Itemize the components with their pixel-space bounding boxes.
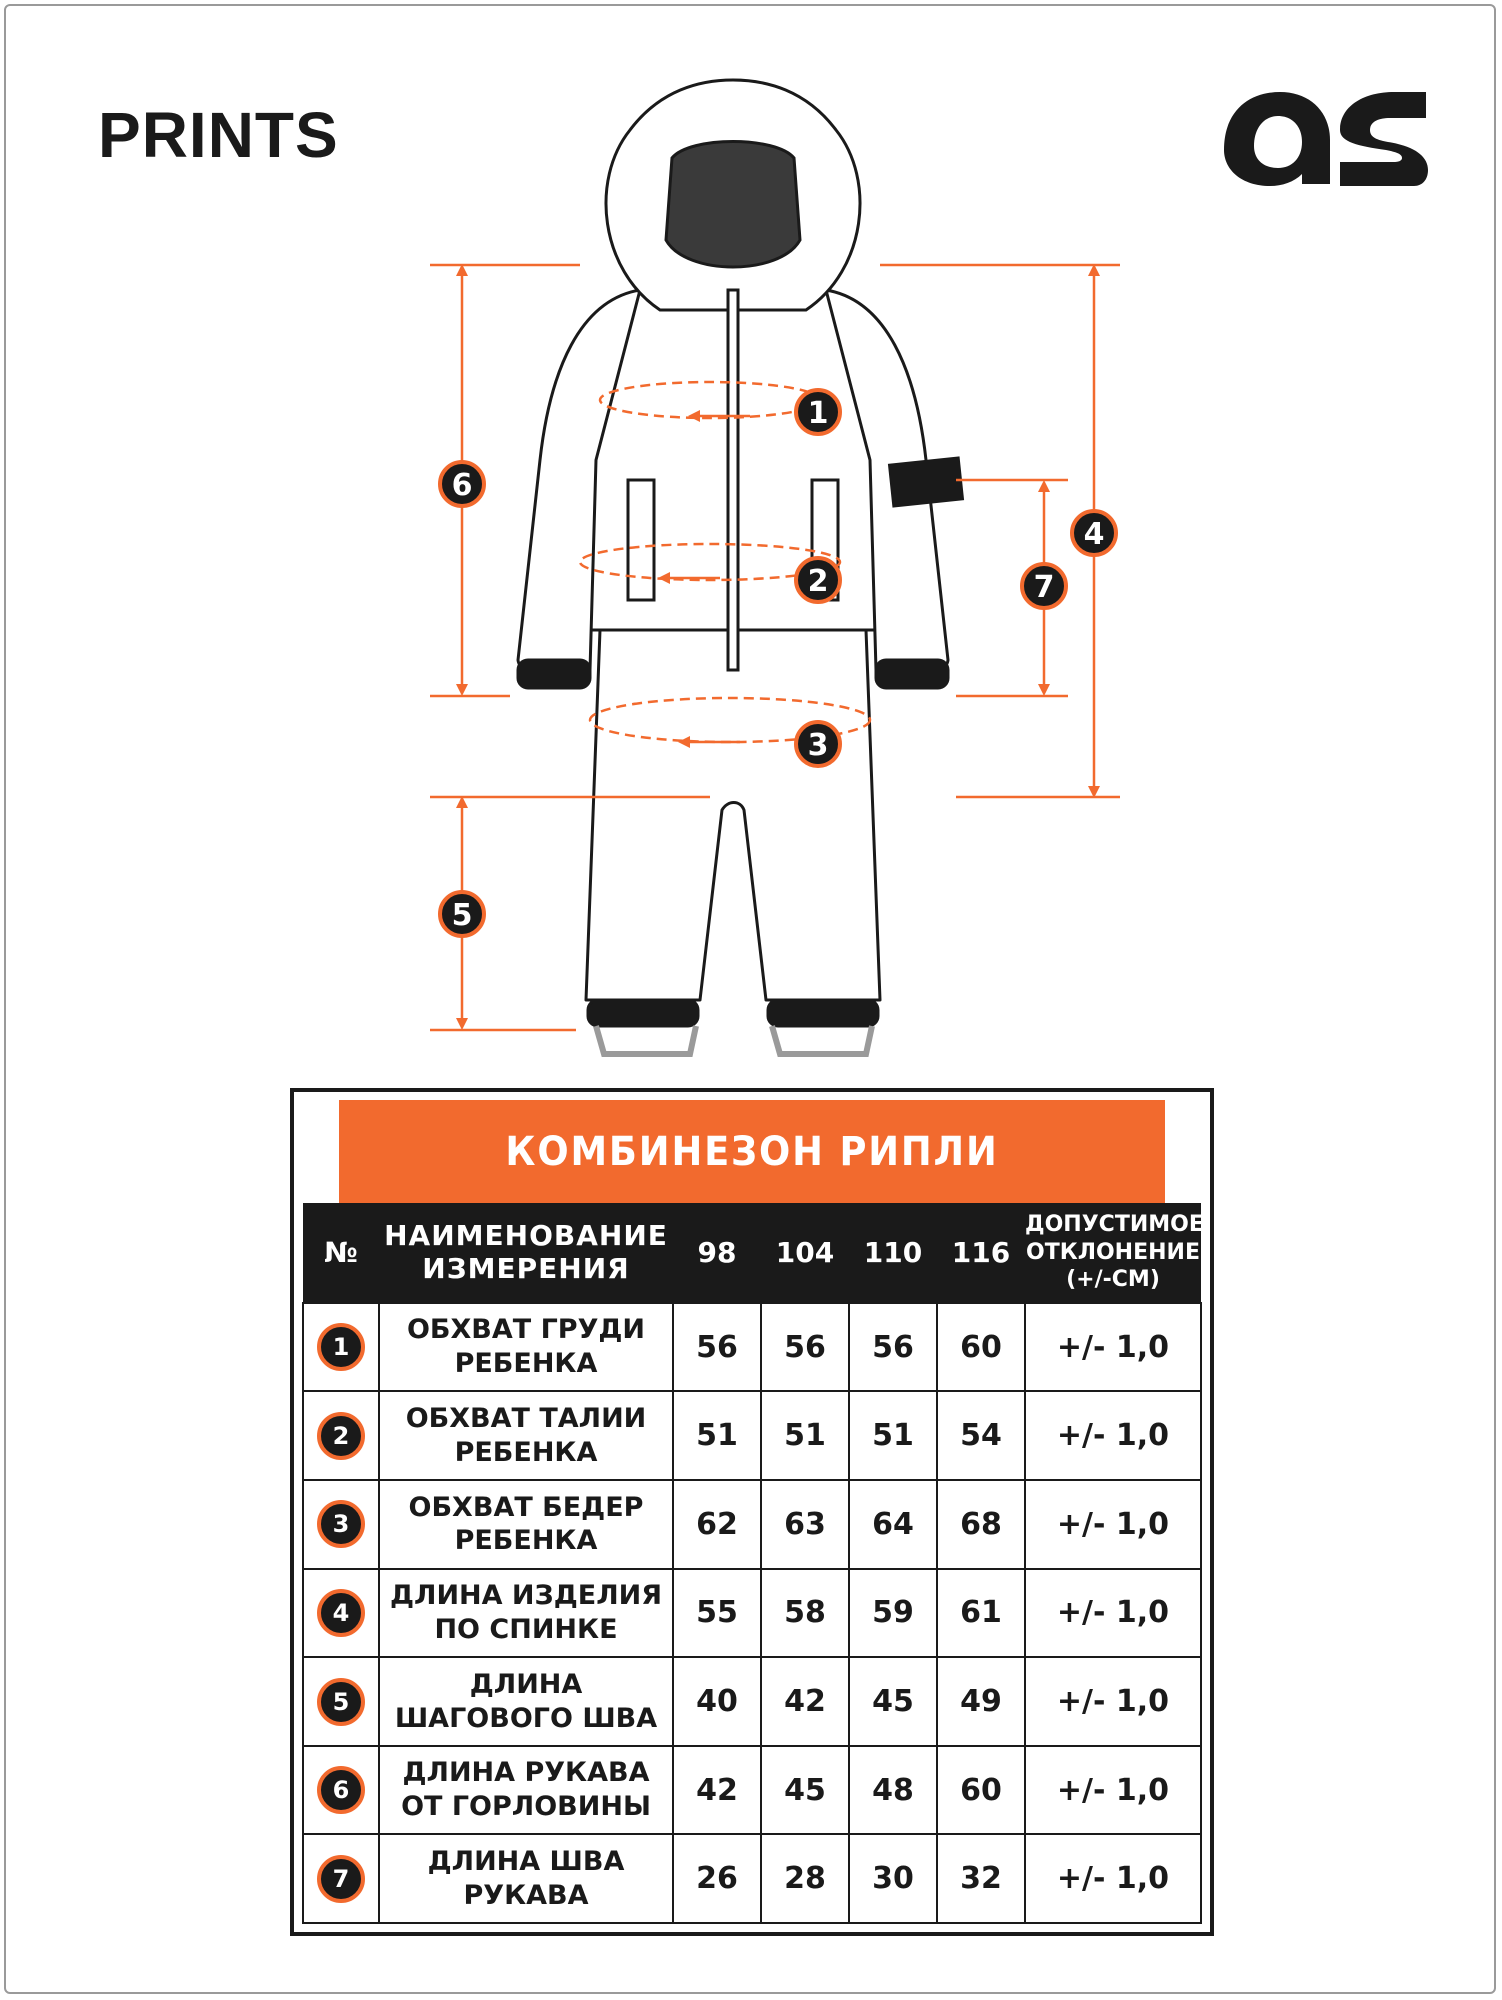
header-size: 116 [937, 1203, 1025, 1303]
tolerance-value: +/- 1,0 [1025, 1569, 1201, 1658]
svg-text:6: 6 [451, 468, 473, 503]
row-number-badge: 1 [317, 1323, 365, 1371]
measurement-name: ОБХВАТ ТАЛИИ РЕБЕНКА [379, 1391, 673, 1480]
size-value: 54 [937, 1391, 1025, 1480]
size-value: 42 [761, 1657, 849, 1746]
row-number-badge: 5 [317, 1678, 365, 1726]
header-tolerance-line: (+/-СМ) [1066, 1267, 1160, 1293]
tolerance-value: +/- 1,0 [1025, 1391, 1201, 1480]
size-value: 56 [673, 1303, 761, 1392]
table-row [303, 1303, 1201, 1392]
svg-text:3: 3 [807, 728, 829, 763]
size-value: 40 [673, 1657, 761, 1746]
size-value: 32 [937, 1834, 1025, 1923]
size-value: 28 [761, 1834, 849, 1923]
header-size: 110 [849, 1203, 937, 1303]
row-number-badge: 7 [317, 1855, 365, 1903]
row-number-cell [303, 1480, 379, 1569]
row-number-cell [303, 1746, 379, 1835]
row-number-badge: 2 [317, 1412, 365, 1460]
header-name-line: НАИМЕНОВАНИЕ [384, 1218, 668, 1252]
table-row [303, 1657, 1201, 1746]
callout-badge [440, 462, 484, 506]
size-value: 42 [673, 1746, 761, 1835]
header-size: 98 [673, 1203, 761, 1303]
size-value: 68 [937, 1480, 1025, 1569]
size-value: 30 [849, 1834, 937, 1923]
measurement-name: ДЛИНА ИЗДЕЛИЯ ПО СПИНКЕ [379, 1569, 673, 1658]
size-value: 63 [761, 1480, 849, 1569]
tolerance-value: +/- 1,0 [1025, 1746, 1201, 1835]
size-value: 60 [937, 1303, 1025, 1392]
header-tolerance-line: ОТКЛОНЕНИЕ [1026, 1239, 1200, 1265]
measurement-name: ДЛИНА РУКАВА ОТ ГОРЛОВИНЫ [379, 1746, 673, 1835]
svg-text:7: 7 [1033, 570, 1055, 605]
size-value: 45 [849, 1657, 937, 1746]
measurement-name: ДЛИНА ШАГОВОГО ШВА [379, 1657, 673, 1746]
row-number-badge: 3 [317, 1500, 365, 1548]
row-number-badge: 6 [317, 1766, 365, 1814]
size-table-grid [302, 1100, 1202, 1924]
row-number-cell [303, 1657, 379, 1746]
size-value: 56 [761, 1303, 849, 1392]
row-number-cell [303, 1303, 379, 1392]
svg-text:1: 1 [807, 396, 829, 431]
brand-logo [1218, 80, 1430, 190]
svg-text:2: 2 [807, 564, 829, 599]
row-number-badge: 4 [317, 1589, 365, 1637]
table-title-row [303, 1100, 1201, 1203]
size-value: 59 [849, 1569, 937, 1658]
callout-badge [796, 390, 840, 434]
tolerance-value: +/- 1,0 [1025, 1834, 1201, 1923]
table-title: КОМБИНЕЗОН РИПЛИ [339, 1100, 1165, 1203]
row-number-cell [303, 1834, 379, 1923]
garment-diagram [400, 40, 1160, 1070]
row-number-cell [303, 1391, 379, 1480]
header-tolerance-line: ДОПУСТИМОЕ [1025, 1212, 1204, 1238]
size-value: 45 [761, 1746, 849, 1835]
measurement-name: ОБХВАТ ГРУДИ РЕБЕНКА [379, 1303, 673, 1392]
callout-badge [796, 722, 840, 766]
size-value: 51 [849, 1391, 937, 1480]
size-value: 51 [673, 1391, 761, 1480]
size-value: 56 [849, 1303, 937, 1392]
table-row [303, 1480, 1201, 1569]
table-row [303, 1746, 1201, 1835]
svg-text:5: 5 [451, 898, 473, 933]
size-value: 64 [849, 1480, 937, 1569]
size-value: 55 [673, 1569, 761, 1658]
brand-title: PRINTS [98, 99, 339, 171]
header-name-line: ИЗМЕРЕНИЯ [422, 1252, 630, 1286]
row-number-cell [303, 1569, 379, 1658]
tolerance-value: +/- 1,0 [1025, 1657, 1201, 1746]
measurement-name: ДЛИНА ШВА РУКАВА [379, 1834, 673, 1923]
size-value: 60 [937, 1746, 1025, 1835]
callout-badge [1072, 511, 1116, 555]
callout-badge [1022, 564, 1066, 608]
size-value: 61 [937, 1569, 1025, 1658]
table-row [303, 1391, 1201, 1480]
tolerance-value: +/- 1,0 [1025, 1480, 1201, 1569]
callout-badge [796, 558, 840, 602]
size-value: 51 [761, 1391, 849, 1480]
header-measurement-name [379, 1203, 673, 1303]
tolerance-value: +/- 1,0 [1025, 1303, 1201, 1392]
header-tolerance [1025, 1203, 1204, 1303]
svg-text:4: 4 [1083, 517, 1105, 552]
table-header-row [303, 1203, 1201, 1303]
table-row [303, 1834, 1201, 1923]
size-value: 48 [849, 1746, 937, 1835]
size-value: 62 [673, 1480, 761, 1569]
callout-badge [440, 892, 484, 936]
size-value: 58 [761, 1569, 849, 1658]
header-size: 104 [761, 1203, 849, 1303]
size-value: 49 [937, 1657, 1025, 1746]
size-value: 26 [673, 1834, 761, 1923]
table-row [303, 1569, 1201, 1658]
measurement-name: ОБХВАТ БЕДЕР РЕБЕНКА [379, 1480, 673, 1569]
size-table [290, 1088, 1214, 1936]
header-number: № [303, 1203, 379, 1303]
